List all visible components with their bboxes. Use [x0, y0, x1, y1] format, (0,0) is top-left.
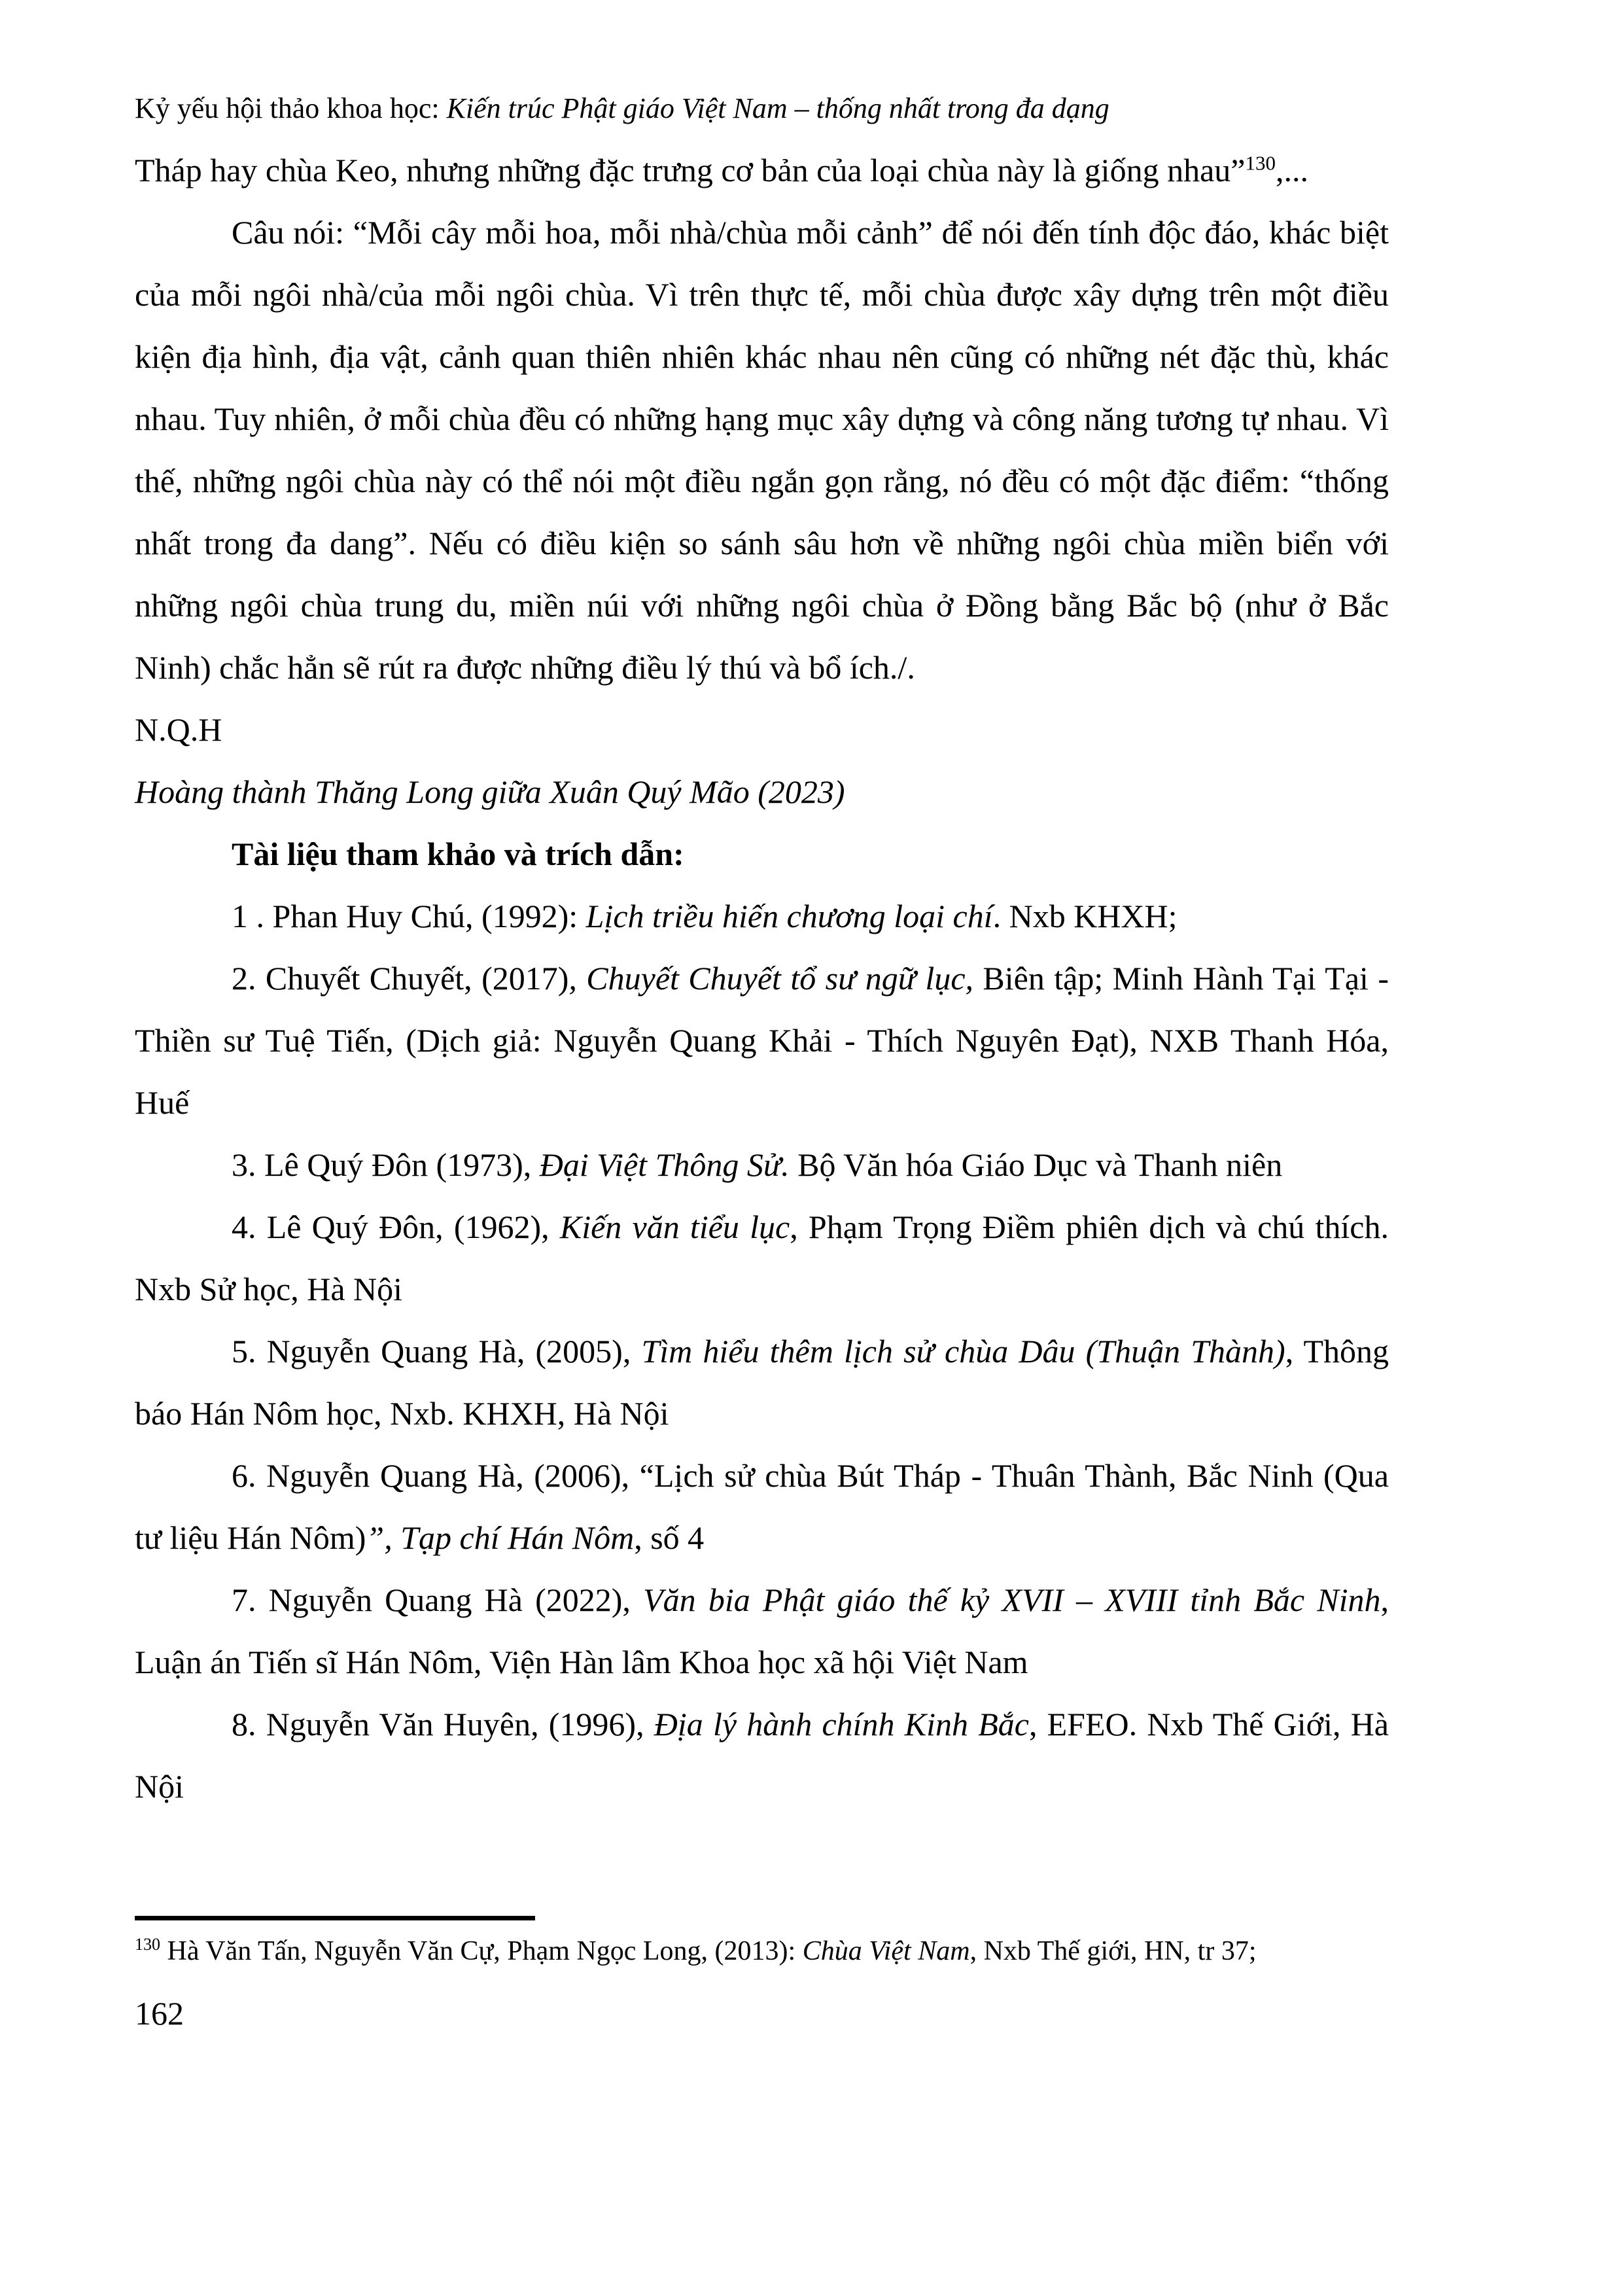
running-header [135, 77, 1389, 139]
text-segment: 1 . Phan Huy Chú, (1992): [232, 898, 586, 934]
text-segment: 5. Nguyễn Quang Hà, (2005), [232, 1333, 642, 1369]
text-segment: Biên tập; Minh Hành Tại Tại - Thiền sư Tuệ Tiến, (Dịch giả: Nguyễn Quang Khải - Thích Nguyên Đạt), NXB Thanh Hóa, Huế [135, 960, 1389, 1121]
text-segment: Hoàng thành Thăng Long giữa Xuân Quý Mão (2023) [135, 773, 845, 810]
text-segment: Tháp hay chùa Keo, nhưng những đặc trưng cơ bản của loại chùa này là giống nhau” [135, 152, 1246, 188]
reference-item [135, 1569, 1389, 1693]
text-segment: ”, Tạp chí Hán Nôm [366, 1519, 635, 1556]
text-segment: , Phạm Trọng Điềm phiên dịch và chú thích. Nxb Sử học, Hà Nội [135, 1209, 1389, 1307]
page-number: 162 [135, 1995, 184, 2032]
text-segment: Địa lý hành chính Kinh Bắc [654, 1706, 1029, 1742]
text-segment: , số 4 [634, 1519, 705, 1556]
reference-item [135, 1320, 1389, 1445]
reference-item [135, 1134, 1389, 1196]
text-segment: Văn bia Phật giáo thế kỷ XVII – XVIII tỉnh Bắc Ninh [643, 1581, 1381, 1618]
footnote [135, 1920, 1389, 1983]
text-segment: Kiến văn tiểu lục [559, 1209, 790, 1245]
text-segment: Hà Văn Tấn, Nguyễn Văn Cự, Phạm Ngọc Long, (2013): [160, 1936, 803, 1966]
text-segment: 130 [1245, 151, 1276, 175]
text-segment: , Nxb Thế giới, HN, tr 37; [969, 1936, 1257, 1966]
text-segment: Chùa Việt Nam [802, 1936, 970, 1966]
text-segment: ,... [1275, 152, 1308, 188]
footnote-separator [135, 1916, 535, 1920]
text-segment: , Luận án Tiến sĩ Hán Nôm, Viện Hàn lâm Khoa học xã hội Việt Nam [135, 1581, 1389, 1680]
reference-item [135, 885, 1389, 947]
text-segment: , Chuyết Chuyết tổ sư ngữ lục, [568, 960, 974, 997]
text-segment: 6. Nguyễn Quang Hà, (2006), “Lịch sử chùa Bút Tháp - Thuân Thành, Bắc Ninh (Qua tư liệu Hán Nôm) [135, 1457, 1389, 1556]
text-segment: 3. Lê Quý Đôn (1973), [232, 1146, 540, 1183]
text-segment: Bộ Văn hóa Giáo Dục và Thanh niên [789, 1146, 1283, 1183]
text-segment: Kiến trúc Phật giáo Việt Nam – thống nhất trong đa dạng [446, 92, 1109, 124]
reference-item [135, 947, 1389, 1134]
dateline [135, 761, 1389, 823]
reference-item [135, 1445, 1389, 1569]
reference-item [135, 1693, 1389, 1818]
references-heading: Tài liệu tham khảo và trích dẫn: [232, 836, 684, 872]
text-segment: 130 [135, 1935, 161, 1954]
text-segment: Kỷ yếu hội thảo khoa học: [135, 92, 447, 124]
author-initials: N.Q.H [135, 711, 222, 748]
text-segment: Tìm hiểu thêm lịch sử chùa Dâu (Thuận Thành) [641, 1333, 1285, 1369]
paragraph-main [135, 202, 1389, 699]
text-segment: Câu nói: “Mỗi cây mỗi hoa, mỗi nhà/chùa mỗi cảnh” để nói đến tính độc đáo, khác biệt của mỗi ngôi nhà/của mỗi ngôi chùa. Vì trên thực tế, mỗi chùa được xây dựng trên một điều kiện địa hình, địa vật, cảnh quan thiên nhiên khác nhau nên cũng có những nét đặc thù, khác nhau. Tuy nhiên, ở mỗi chùa đều có những hạng mục xây dựng và công năng tương tự nhau. Vì thế, những ngôi chùa này có thể nói một điều ngắn gọn rằng, nó đều có một đặc điểm: “thống nhất trong đa dang”. Nếu có điều kiện so sánh sâu hơn về những ngôi chùa miền biển với những ngôi chùa trung du, miền núi với những ngôi chùa ở Đồng bằng Bắc bộ (như ở Bắc Ninh) chắc hẳn sẽ rút ra được những điều lý thú và bổ ích./. [135, 214, 1389, 686]
reference-item [135, 1196, 1389, 1320]
text-segment: Đại Việt Thông Sử. [539, 1146, 790, 1183]
text-segment: 4. Lê Quý Đôn, (1962), [232, 1209, 560, 1245]
text-segment: 2. Chuyết Chuyết, (2017) [232, 960, 569, 997]
text-segment: . Nxb KHXH; [992, 898, 1178, 934]
references-list [135, 885, 1389, 1818]
text-segment: , Thông báo Hán Nôm học, Nxb. KHXH, Hà Nội [135, 1333, 1389, 1432]
text-segment: 8. Nguyễn Văn Huyên, (1996), [232, 1706, 654, 1742]
paragraph-continuation [135, 139, 1389, 202]
text-segment: 7. Nguyễn Quang Hà (2022), [232, 1581, 644, 1618]
text-segment: Lịch triều hiến chương loại chí [585, 898, 993, 934]
text-segment: , EFEO. Nxb Thế Giới, Hà Nội [135, 1706, 1389, 1805]
